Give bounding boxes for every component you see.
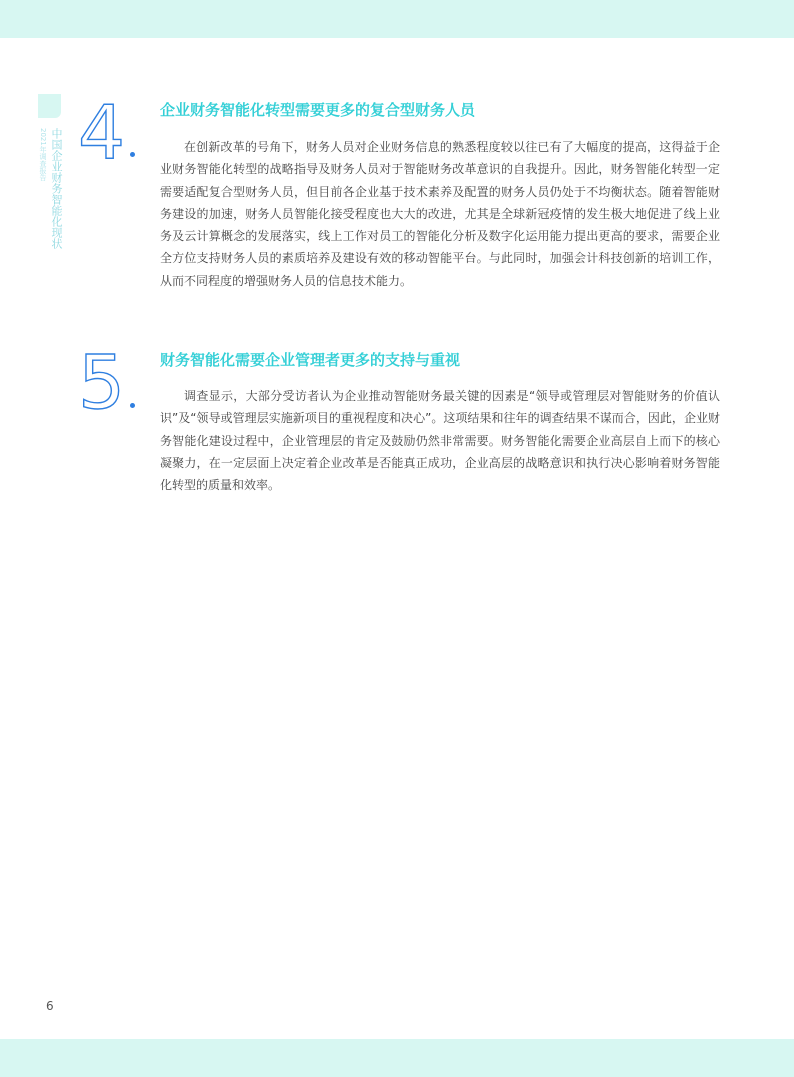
page-number: 6 (46, 999, 54, 1013)
sidebar-report-title: 中国企业财务智能化现状 (50, 128, 63, 249)
section-number: 5 (78, 340, 126, 426)
section-paragraph: 在创新改革的号角下，财务人员对企业财务信息的熟悉程度较以往已有了大幅度的提高，这得益于企业财务智能化转型的战略指导及财务人员对于智能财务改革意识的自我提升。因此，财务智能化转型一定需要适配复合型财务人员，但目前各企业基于技术素养及配置的财务人员仍处于不均衡状态。随着智能财务建设的加速，财务人员智能化接受程度也大大的改进，尤其是全球新冠疫情的发生极大地促进了线上业务及云计算概念的发展落实，线上工作对员工的智能化分析及数字化运用能力提出更高的要求，需要企业全方位支持财务人员的素质培养及建设有效的移动智能平台。与此同时，加强会计科技创新的培训工作，从而不同程度的增强财务人员的信息技术能力。 (160, 140, 720, 288)
sidebar-tab (38, 94, 61, 118)
top-band (0, 0, 794, 38)
section-number: 4 (78, 90, 126, 176)
section-heading: 企业财务智能化转型需要更多的复合型财务人员 (160, 101, 476, 119)
section-heading: 财务智能化需要企业管理者更多的支持与重视 (160, 351, 461, 369)
section-paragraph: 调查显示，大部分受访者认为企业推动智能财务最关键的因素是“领导或管理层对智能财务的价值认识”及“领导或管理层实施新项目的重视程度和决心”。这项结果和往年的调查结果不谋而合，因此，企业财务智能化建设过程中，企业管理层的肯定及鼓励仍然非常需要。财务智能化需要企业高层自上而下的核心凝聚力，在一定层面上决定着企业改革是否能真正成功，企业高层的战略意识和执行决心影响着财务智能化转型的质量和效率。 (160, 389, 720, 493)
section-number-dot (130, 403, 135, 408)
section-number-dot (130, 152, 135, 157)
sidebar-report-subtitle: 2021年调查报告 (39, 128, 47, 181)
bottom-band (0, 1039, 794, 1077)
section-5 (78, 340, 758, 493)
section-4 (78, 90, 758, 290)
